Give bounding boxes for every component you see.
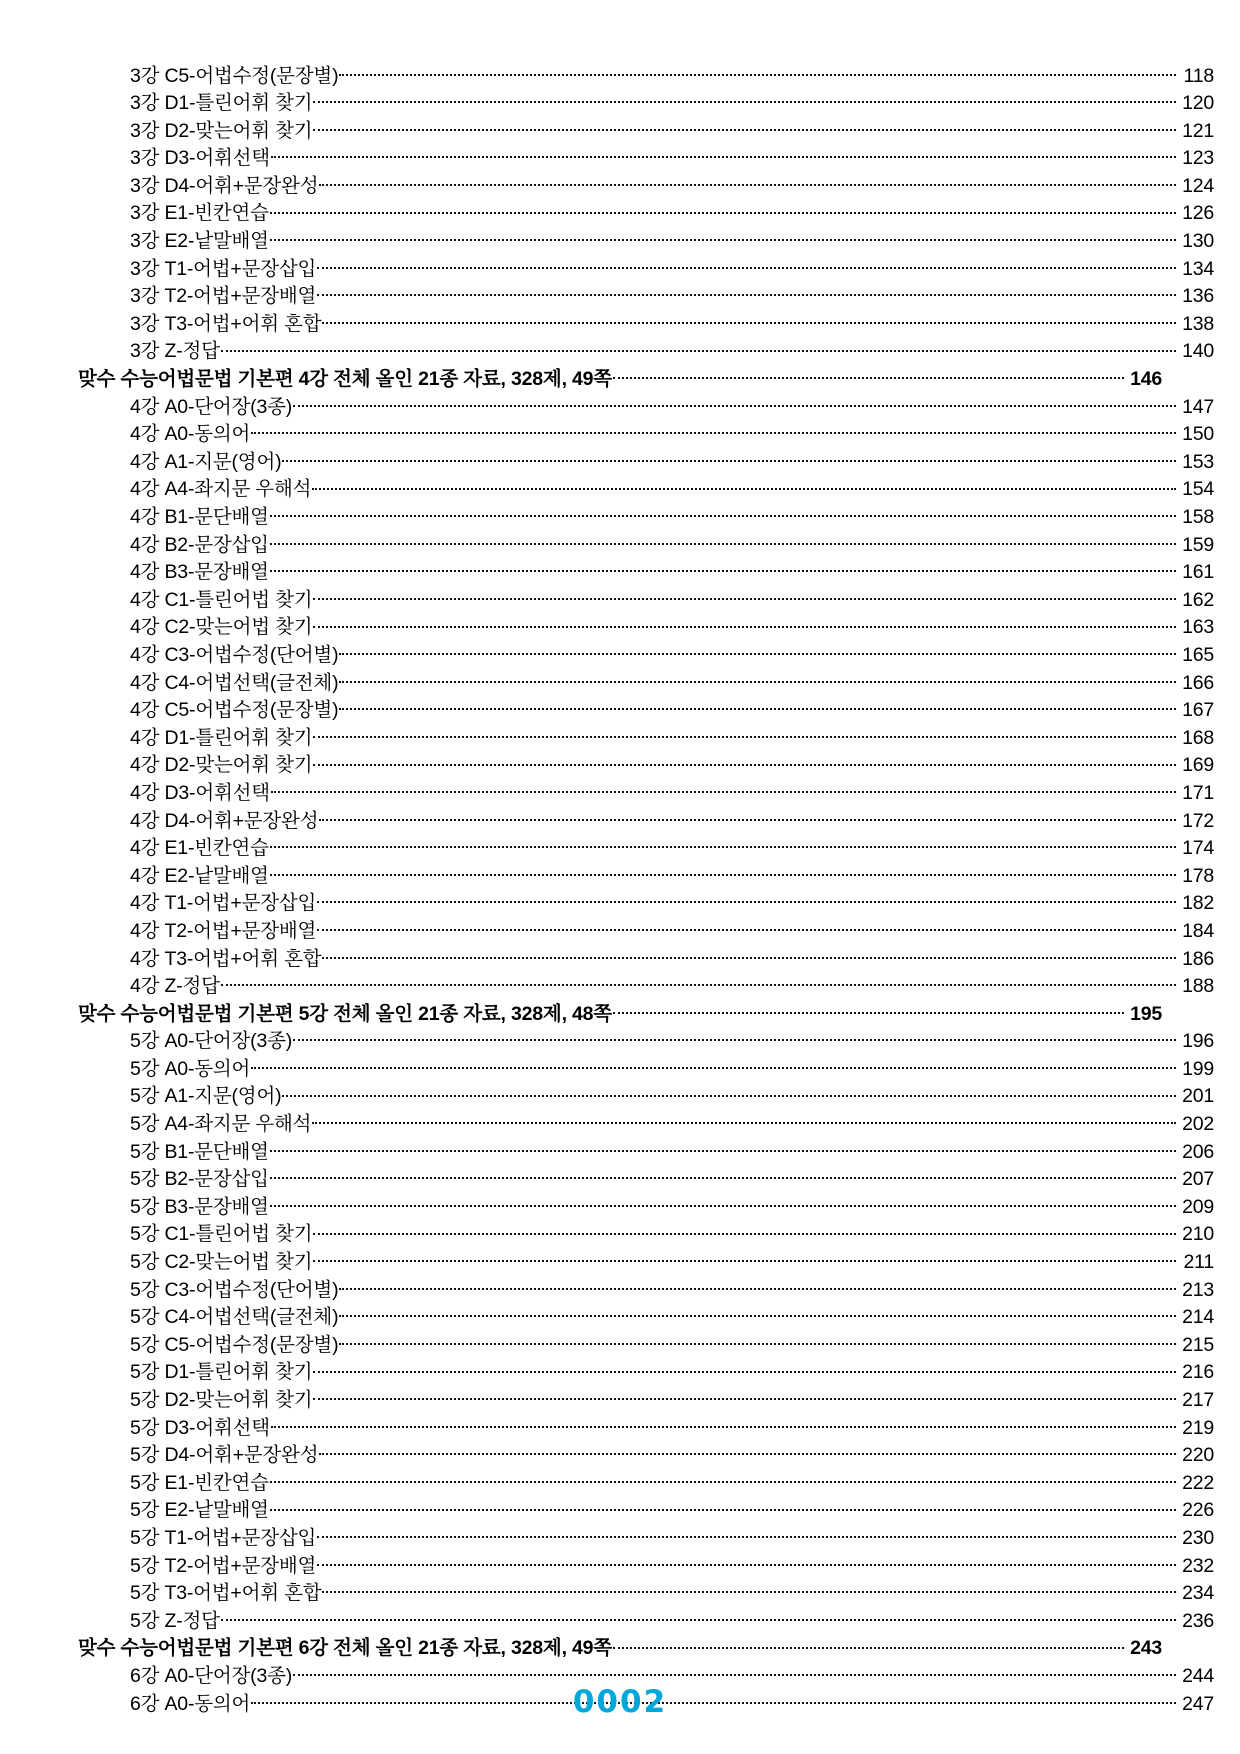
- toc-entry-label: 4강 C4-어법선택(글전체): [130, 671, 339, 694]
- toc-entry-label: 5강 D4-어휘+문장완성: [130, 1444, 319, 1467]
- dot-leader: [317, 917, 1176, 937]
- dot-leader: [270, 1497, 1176, 1517]
- toc-entry-row[interactable]: [78, 973, 1214, 1001]
- dot-leader: [613, 1635, 1124, 1655]
- toc-entry-page-number: 217: [1182, 1389, 1214, 1411]
- toc-entry-page-number: 136: [1182, 285, 1214, 308]
- toc-entry-label: 4강 D1-틀린어휘 찾기: [130, 726, 313, 749]
- toc-entry-page-number: 219: [1182, 1416, 1214, 1439]
- toc-entry-label: 5강 C5-어법수정(문장별): [130, 1333, 339, 1356]
- dot-leader: [270, 1469, 1176, 1489]
- toc-entry-row[interactable]: [78, 1221, 1214, 1249]
- toc-entry-page-number: 216: [1182, 1361, 1214, 1384]
- toc-entry-page-number: 188: [1182, 975, 1214, 998]
- toc-entry-row[interactable]: [78, 1552, 1214, 1580]
- toc-entry-label: 맞수 수능어법문법 기본편 4강 전체 올인 21종 자료, 328제, 49쪽: [78, 368, 612, 391]
- toc-entry-row[interactable]: [78, 448, 1214, 476]
- toc-entry-row[interactable]: [78, 779, 1214, 807]
- toc-entry-label: 맞수 수능어법문법 기본편 5강 전체 올인 21종 자료, 328제, 48쪽: [78, 1002, 612, 1025]
- toc-entry-label: 4강 B2-문장삽입: [130, 533, 269, 556]
- toc-entry-page-number: 118: [1183, 64, 1214, 87]
- toc-entry-label: 3강 D4-어휘+문장완성: [130, 174, 319, 197]
- toc-entry-label: 5강 B2-문장삽입: [130, 1168, 269, 1191]
- dot-leader: [270, 531, 1176, 551]
- toc-entry-label: 5강 T1-어법+문장삽입: [130, 1526, 317, 1549]
- toc-entry-page-number: 150: [1182, 423, 1214, 446]
- toc-entry-row[interactable]: [78, 1249, 1214, 1277]
- toc-entry-page-number: 154: [1182, 478, 1214, 501]
- toc-entry-label: 4강 D4-어휘+문장완성: [130, 809, 319, 832]
- toc-entry-label: 5강 C2-맞는어법 찾기: [130, 1251, 313, 1274]
- toc-entry-row[interactable]: [78, 917, 1214, 945]
- toc-entry-row[interactable]: [78, 117, 1214, 145]
- toc-entry-label: 5강 A0-단어장(3종): [130, 1030, 293, 1053]
- toc-entry-page-number: 169: [1182, 754, 1214, 777]
- toc-entry-page-number: 165: [1182, 643, 1214, 666]
- toc-entry-label: 4강 T2-어법+문장배열: [130, 919, 317, 942]
- toc-entry-row[interactable]: [78, 338, 1214, 366]
- toc-entry-row[interactable]: [78, 1497, 1214, 1525]
- toc-entry-label: 5강 E2-낱말배열: [130, 1499, 269, 1522]
- dot-leader: [270, 1166, 1176, 1186]
- toc-entry-label: 6강 A0-동의어: [130, 1692, 251, 1715]
- toc-entry-row[interactable]: [78, 835, 1214, 863]
- dot-leader: [317, 1552, 1176, 1572]
- toc-entry-row[interactable]: [78, 1359, 1214, 1387]
- toc-entry-page-number: 213: [1182, 1278, 1214, 1301]
- toc-entry-page-number: 121: [1182, 119, 1214, 142]
- dot-leader: [322, 1580, 1176, 1600]
- toc-entry-row[interactable]: [78, 228, 1214, 256]
- dot-leader: [313, 1249, 1176, 1269]
- toc-entry-row[interactable]: [78, 945, 1214, 973]
- toc-entry-label: 4강 D3-어휘선택: [130, 781, 270, 804]
- dot-leader: [271, 1414, 1176, 1434]
- toc-entry-label: 5강 A1-지문(영어): [130, 1085, 282, 1108]
- toc-entry-row[interactable]: [78, 283, 1214, 311]
- toc-entry-row[interactable]: [78, 90, 1214, 118]
- toc-entry-page-number: 215: [1182, 1333, 1214, 1356]
- toc-entry-row[interactable]: [78, 1276, 1214, 1304]
- toc-entry-row[interactable]: [78, 1414, 1214, 1442]
- toc-entry-label: 5강 T2-어법+문장배열: [130, 1554, 317, 1577]
- toc-entry-page-number: 130: [1182, 230, 1214, 253]
- dot-leader: [313, 117, 1176, 137]
- toc-entry-row[interactable]: [78, 1442, 1214, 1470]
- toc-entry-page-number: 210: [1182, 1223, 1214, 1246]
- toc-entry-row[interactable]: [78, 393, 1214, 421]
- dot-leader: [317, 255, 1176, 275]
- toc-entry-page-number: 211: [1183, 1251, 1214, 1274]
- dot-leader: [313, 614, 1176, 634]
- dot-leader: [322, 310, 1176, 330]
- toc-entry-label: 6강 A0-단어장(3종): [130, 1664, 293, 1687]
- toc-entry-row[interactable]: [78, 1387, 1214, 1415]
- toc-entry-row[interactable]: [78, 1304, 1214, 1332]
- toc-entry-row[interactable]: [78, 172, 1214, 200]
- toc-entry-row[interactable]: [78, 1138, 1214, 1166]
- toc-entry-page-number: 186: [1182, 947, 1214, 970]
- toc-entry-page-number: 230: [1182, 1526, 1214, 1549]
- toc-entry-label: 5강 D3-어휘선택: [130, 1416, 270, 1439]
- toc-entry-label: 4강 E2-낱말배열: [130, 864, 269, 887]
- toc-entry-label: 4강 T3-어법+어휘 혼합: [130, 947, 322, 970]
- toc-entry-row[interactable]: [78, 1331, 1214, 1359]
- toc-entry-label: 5강 D1-틀린어휘 찾기: [130, 1361, 313, 1384]
- toc-entry-label: 4강 A0-단어장(3종): [130, 395, 293, 418]
- toc-entry-label: 4강 Z-정답: [130, 975, 220, 998]
- toc-entry-label: 3강 D2-맞는어휘 찾기: [130, 119, 313, 142]
- toc-entry-page-number: 123: [1182, 147, 1214, 170]
- toc-entry-page-number: 147: [1182, 395, 1214, 418]
- toc-entry-page-number: 126: [1182, 202, 1214, 225]
- toc-entry-label: 맞수 수능어법문법 기본편 6강 전체 올인 21종 자료, 328제, 49쪽: [78, 1637, 612, 1660]
- toc-entry-page-number: 247: [1182, 1692, 1214, 1715]
- dot-leader: [271, 145, 1176, 165]
- toc-entry-page-number: 163: [1182, 616, 1214, 639]
- toc-entry-label: 4강 E1-빈칸연습: [130, 837, 269, 860]
- toc-entry-row[interactable]: [78, 641, 1214, 669]
- toc-entry-row[interactable]: [78, 1028, 1214, 1056]
- toc-entry-page-number: 209: [1182, 1195, 1214, 1218]
- dot-leader: [270, 504, 1176, 524]
- toc-section-row[interactable]: [78, 1000, 1162, 1028]
- toc-entry-page-number: 243: [1130, 1637, 1162, 1660]
- dot-leader: [270, 200, 1176, 220]
- dot-leader: [313, 1359, 1176, 1379]
- dot-leader: [270, 862, 1176, 882]
- toc-entry-page-number: 222: [1182, 1471, 1214, 1494]
- toc-entry-page-number: 153: [1182, 450, 1214, 473]
- toc-entry-label: 4강 B3-문장배열: [130, 561, 269, 584]
- toc-entry-page-number: 236: [1182, 1609, 1214, 1632]
- toc-entry-page-number: 162: [1182, 588, 1214, 611]
- toc-entry-row[interactable]: [78, 614, 1214, 642]
- toc-entry-label: 3강 E2-낱말배열: [130, 230, 269, 253]
- toc-entry-row[interactable]: [78, 145, 1214, 173]
- toc-entry-label: 5강 E1-빈칸연습: [130, 1471, 269, 1494]
- toc-entry-page-number: 199: [1182, 1057, 1214, 1080]
- dot-leader: [319, 1442, 1176, 1462]
- dot-leader: [339, 669, 1176, 689]
- toc-entry-row[interactable]: [78, 862, 1214, 890]
- toc-entry-row[interactable]: [78, 1083, 1214, 1111]
- toc-entry-row[interactable]: [78, 1469, 1214, 1497]
- toc-entry-label: 4강 C5-어법수정(문장별): [130, 699, 339, 722]
- toc-list: [78, 62, 1214, 1718]
- toc-entry-row[interactable]: [78, 1580, 1214, 1608]
- toc-entry-page-number: 138: [1182, 312, 1214, 335]
- dot-leader: [317, 1524, 1176, 1544]
- toc-entry-label: 3강 D3-어휘선택: [130, 147, 270, 170]
- dot-leader: [322, 945, 1176, 965]
- toc-entry-page-number: 124: [1182, 174, 1214, 197]
- toc-entry-page-number: 182: [1182, 892, 1214, 915]
- toc-entry-label: 4강 C2-맞는어법 찾기: [130, 616, 313, 639]
- toc-entry-page-number: 234: [1182, 1582, 1214, 1605]
- dot-leader: [339, 1304, 1176, 1324]
- toc-entry-label: 5강 A0-동의어: [130, 1057, 251, 1080]
- toc-entry-page-number: 214: [1182, 1306, 1214, 1329]
- dot-leader: [282, 1083, 1176, 1103]
- toc-entry-row[interactable]: [78, 531, 1214, 559]
- dot-leader: [221, 973, 1176, 993]
- toc-entry-label: 5강 Z-정답: [130, 1609, 220, 1632]
- toc-entry-label: 5강 A4-좌지문 우해석: [130, 1113, 312, 1136]
- dot-leader: [313, 724, 1176, 744]
- dot-leader: [251, 1055, 1176, 1075]
- dot-leader: [293, 393, 1176, 413]
- toc-entry-label: 3강 T1-어법+문장삽입: [130, 257, 317, 280]
- toc-entry-label: 3강 Z-정답: [130, 340, 220, 363]
- toc-entry-label: 3강 T2-어법+문장배열: [130, 285, 317, 308]
- toc-entry-label: 4강 T1-어법+문장삽입: [130, 892, 317, 915]
- toc-entry-label: 4강 C3-어법수정(단어별): [130, 643, 339, 666]
- toc-entry-page-number: 202: [1182, 1113, 1214, 1136]
- dot-leader: [613, 1000, 1124, 1020]
- toc-entry-label: 5강 T3-어법+어휘 혼합: [130, 1582, 322, 1605]
- toc-entry-page-number: 178: [1182, 864, 1214, 887]
- dot-leader: [312, 476, 1176, 496]
- toc-entry-row[interactable]: [78, 669, 1214, 697]
- toc-entry-row[interactable]: [78, 62, 1214, 90]
- toc-entry-row[interactable]: [78, 1607, 1214, 1635]
- dot-leader: [270, 228, 1176, 248]
- dot-leader: [312, 1111, 1176, 1131]
- dot-leader: [271, 779, 1176, 799]
- dot-leader: [221, 1607, 1176, 1627]
- dot-leader: [613, 366, 1124, 386]
- toc-entry-page-number: 201: [1182, 1085, 1214, 1108]
- toc-entry-page-number: 207: [1182, 1168, 1214, 1191]
- dot-leader: [339, 641, 1176, 661]
- toc-entry-row[interactable]: [78, 476, 1214, 504]
- toc-entry-row[interactable]: [78, 807, 1214, 835]
- toc-entry-page-number: 167: [1182, 699, 1214, 722]
- toc-entry-row[interactable]: [78, 421, 1214, 449]
- dot-leader: [339, 1331, 1176, 1351]
- toc-entry-row[interactable]: [78, 200, 1214, 228]
- dot-leader: [293, 1028, 1176, 1048]
- toc-entry-label: 3강 T3-어법+어휘 혼합: [130, 312, 322, 335]
- toc-entry-page-number: 161: [1182, 561, 1214, 584]
- toc-entry-label: 5강 D2-맞는어휘 찾기: [130, 1389, 313, 1411]
- dot-leader: [313, 586, 1176, 606]
- toc-entry-page-number: 172: [1182, 809, 1214, 832]
- toc-entry-label: 3강 D1-틀린어휘 찾기: [130, 92, 313, 115]
- toc-entry-page-number: 168: [1182, 726, 1214, 749]
- dot-leader: [293, 1662, 1176, 1682]
- toc-entry-row[interactable]: [78, 255, 1214, 283]
- toc-entry-label: 5강 C1-틀린어법 찾기: [130, 1223, 313, 1246]
- dot-leader: [313, 752, 1176, 772]
- toc-entry-page-number: 159: [1182, 533, 1214, 556]
- toc-entry-row[interactable]: [78, 1166, 1214, 1194]
- toc-entry-row[interactable]: [78, 586, 1214, 614]
- toc-entry-row[interactable]: [78, 1524, 1214, 1552]
- dot-leader: [319, 172, 1176, 192]
- toc-entry-label: 3강 E1-빈칸연습: [130, 202, 269, 225]
- toc-entry-row[interactable]: [78, 1055, 1214, 1083]
- toc-entry-label: 4강 B1-문단배열: [130, 506, 269, 528]
- toc-entry-page-number: 220: [1182, 1444, 1214, 1467]
- toc-entry-row[interactable]: [78, 504, 1214, 532]
- toc-entry-row[interactable]: [78, 752, 1214, 780]
- toc-entry-page-number: 226: [1182, 1499, 1214, 1522]
- toc-entry-page-number: 196: [1182, 1030, 1214, 1053]
- toc-entry-page-number: 184: [1182, 919, 1214, 942]
- toc-entry-label: 4강 A4-좌지문 우해석: [130, 478, 312, 501]
- toc-entry-label: 5강 C4-어법선택(글전체): [130, 1306, 339, 1329]
- toc-entry-label: 5강 B1-문단배열: [130, 1140, 269, 1163]
- toc-entry-page-number: 244: [1182, 1664, 1214, 1687]
- dot-leader: [339, 1276, 1176, 1296]
- dot-leader: [313, 1221, 1176, 1241]
- dot-leader: [313, 1387, 1176, 1407]
- toc-entry-page-number: 174: [1182, 837, 1214, 860]
- toc-entry-page-number: 146: [1130, 368, 1162, 391]
- toc-entry-label: 4강 C1-틀린어법 찾기: [130, 588, 313, 611]
- toc-entry-row[interactable]: [78, 724, 1214, 752]
- toc-entry-label: 4강 A0-동의어: [130, 423, 251, 446]
- dot-leader: [270, 1138, 1176, 1158]
- toc-entry-page-number: 120: [1182, 92, 1214, 115]
- dot-leader: [270, 559, 1176, 579]
- dot-leader: [313, 90, 1176, 110]
- toc-entry-page-number: 140: [1182, 340, 1214, 363]
- dot-leader: [221, 338, 1176, 358]
- toc-section-row[interactable]: [78, 1635, 1162, 1663]
- toc-entry-row[interactable]: [78, 1193, 1214, 1221]
- dot-leader: [251, 421, 1176, 441]
- toc-entry-page-number: 166: [1182, 671, 1214, 694]
- toc-entry-page-number: 195: [1130, 1002, 1162, 1025]
- toc-entry-label: 5강 C3-어법수정(단어별): [130, 1278, 339, 1301]
- folio-number: 0002: [572, 1684, 668, 1720]
- dot-leader: [317, 890, 1176, 910]
- toc-entry-row[interactable]: [78, 890, 1214, 918]
- toc-entry-label: 4강 A1-지문(영어): [130, 450, 282, 473]
- toc-entry-page-number: 232: [1182, 1554, 1214, 1577]
- toc-entry-label: 5강 B3-문장배열: [130, 1195, 269, 1218]
- page-footer: [0, 1684, 1240, 1720]
- toc-entry-page-number: 206: [1182, 1140, 1214, 1163]
- dot-leader: [270, 835, 1176, 855]
- dot-leader: [270, 1193, 1176, 1213]
- toc-entry-page-number: 158: [1182, 506, 1214, 528]
- toc-entry-page-number: 134: [1182, 257, 1214, 280]
- toc-entry-row[interactable]: [78, 1111, 1214, 1139]
- toc-entry-label: 3강 C5-어법수정(문장별): [130, 64, 339, 87]
- toc-entry-row[interactable]: [78, 697, 1214, 725]
- toc-section-row[interactable]: [78, 366, 1162, 394]
- dot-leader: [282, 448, 1176, 468]
- dot-leader: [339, 62, 1176, 82]
- toc-entry-row[interactable]: [78, 310, 1214, 338]
- dot-leader: [319, 807, 1176, 827]
- toc-entry-row[interactable]: [78, 559, 1214, 587]
- dot-leader: [317, 283, 1176, 303]
- dot-leader: [339, 697, 1176, 717]
- toc-entry-page-number: 171: [1182, 781, 1214, 804]
- toc-entry-label: 4강 D2-맞는어휘 찾기: [130, 754, 313, 777]
